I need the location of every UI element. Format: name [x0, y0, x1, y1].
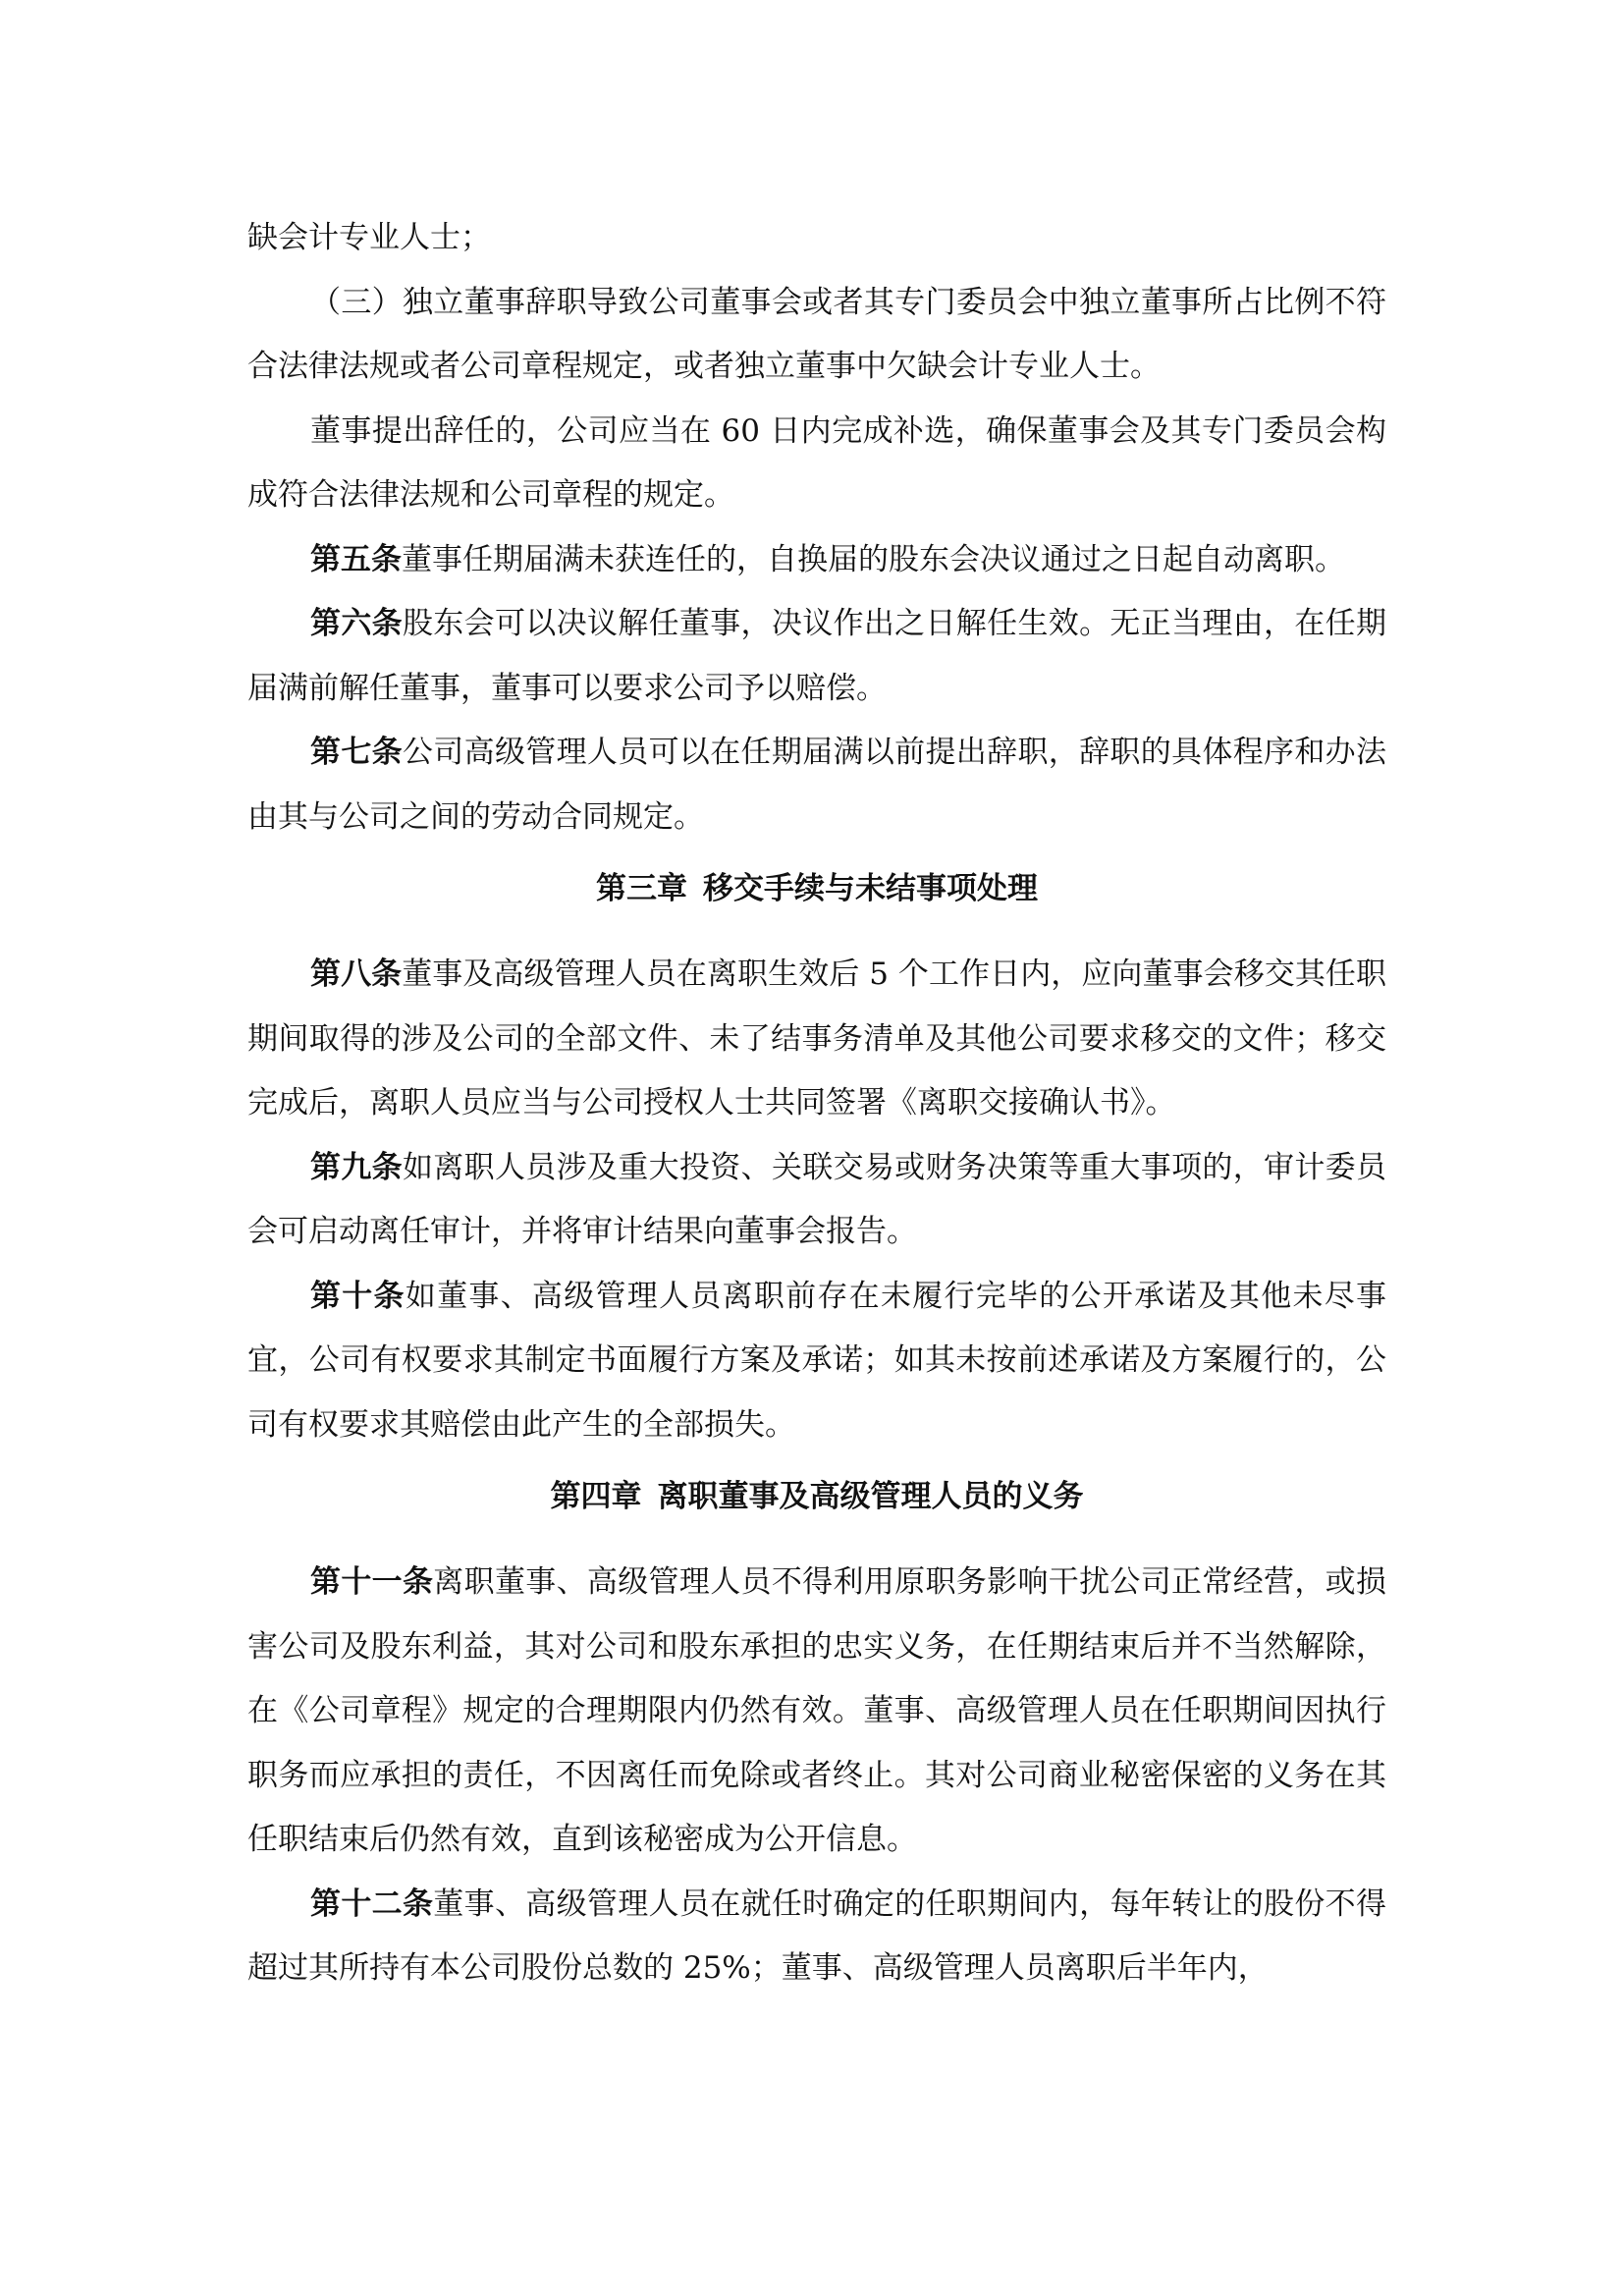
article-8-label: 第八条 [310, 957, 403, 992]
article-8 [247, 943, 1386, 1136]
article-12-label: 第十二条 [310, 1886, 434, 1922]
article-9-label: 第九条 [310, 1149, 403, 1185]
article-7 [247, 721, 1386, 849]
article-10 [247, 1265, 1386, 1458]
article-6-label: 第六条 [310, 606, 403, 641]
article-10-text: 如董事、高级管理人员离职前存在未履行完毕的公开承诺及其他未尽事宜，公司有权要求其制定书面履行方案及承诺；如其未按前述承诺及方案履行的，公司有权要求其赔偿由此产生的全部损失。 [247, 1278, 1387, 1443]
article-7-label: 第七条 [310, 735, 403, 770]
article-9-text: 如离职人员涉及重大投资、关联交易或财务决策等重大事项的，审计委员会可启动离任审计，并将审计结果向董事会报告。 [247, 1149, 1387, 1249]
chapter-3-number: 第三章 [596, 871, 687, 906]
article-6-text: 股东会可以决议解任董事，决议作出之日解任生效。无正当理由，在任期届满前解任董事，董事可以要求公司予以赔偿。 [247, 606, 1387, 706]
article-5-text: 董事任期届满未获连任的，自换届的股东会决议通过之日起自动离职。 [402, 541, 1345, 577]
paragraph-by-election: 董事提出辞任的，公司应当在 60 日内完成补选，确保董事会及其专门委员会构成符合法律法规和公司章程的规定。 [247, 412, 1386, 513]
chapter-3-title: 移交手续与未结事项处理 [703, 871, 1038, 906]
paragraph-item-three: （三）独立董事辞职导致公司董事会或者其专门委员会中独立董事所占比例不符合法律法规或者公司章程规定，或者独立董事中欠缺会计专业人士。 [247, 284, 1386, 384]
article-7-text: 公司高级管理人员可以在任期届满以前提出辞职，辞职的具体程序和办法由其与公司之间的劳动合同规定。 [247, 735, 1387, 835]
article-11-text: 离职董事、高级管理人员不得利用原职务影响干扰公司正常经营，或损害公司及股东利益，其对公司和股东承担的忠实义务，在任期结束后并不当然解除，在《公司章程》规定的合理期限内仍然有效。董事、高级管理人员在任职期间因执行职务而应承担的责任，不因离任而免除或者终止。其对公司商业秘密保密的义务在其任职结束后仍然有效，直到该秘密成为公开信息。 [247, 1564, 1386, 1857]
article-5-label: 第五条 [310, 541, 402, 577]
chapter-4-title: 离职董事及高级管理人员的义务 [657, 1479, 1084, 1514]
article-11 [247, 1551, 1386, 1873]
article-5 [247, 528, 1386, 593]
article-9 [247, 1136, 1386, 1265]
article-6 [247, 592, 1386, 721]
article-11-label: 第十一条 [310, 1564, 434, 1600]
chapter-4-number: 第四章 [550, 1479, 642, 1514]
document-page [247, 206, 1386, 2001]
article-12-text: 董事、高级管理人员在就任时确定的任职期间内，每年转让的股份不得超过其所持有本公司股份总数的 25%；董事、高级管理人员离职后半年内， [247, 1886, 1386, 1986]
article-10-label: 第十条 [310, 1278, 406, 1314]
chapter-3-heading [247, 857, 1386, 921]
paragraph-continuation: 缺会计专业人士； [247, 220, 491, 255]
article-8-text: 董事及高级管理人员在离职生效后 5 个工作日内，应向董事会移交其任职期间取得的涉及公司的全部文件、未了结事务清单及其他公司要求移交的文件；移交完成后，离职人员应当与公司授权人士共同签署《离职交接确认书》。 [247, 957, 1387, 1121]
chapter-4-heading [247, 1465, 1386, 1529]
article-12 [247, 1873, 1386, 2001]
